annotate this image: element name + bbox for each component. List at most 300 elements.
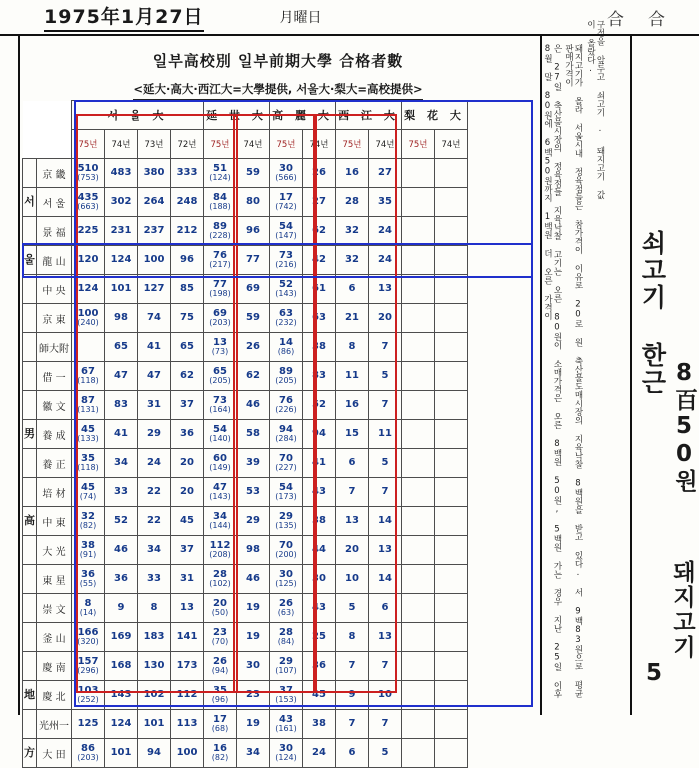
cell-r10-c10 (402, 449, 435, 478)
cell-r1-c4: 84 (188) (204, 188, 237, 217)
cell-r4-c10 (402, 275, 435, 304)
cell-r20-c9: 5 (369, 739, 402, 768)
cell-r2-c2: 237 (138, 217, 171, 246)
cell-r8-c4: 73 (164) (204, 391, 237, 420)
cell-r15-c10 (402, 594, 435, 623)
region-label (23, 565, 37, 594)
year-header-0: 75년 (72, 130, 105, 159)
cell-r6-c5: 26 (237, 333, 270, 362)
cell-r19-c11 (435, 710, 468, 739)
cell-r14-c3: 31 (171, 565, 204, 594)
cell-r15-c9: 6 (369, 594, 402, 623)
univ-header-ewha: 梨 花 大 (402, 101, 468, 130)
table-row (23, 739, 468, 768)
cell-r3-c10 (402, 246, 435, 275)
school-name: 中 央 (37, 275, 72, 304)
cell-r4-c0: 124 (72, 275, 105, 304)
cell-r12-c11 (435, 507, 468, 536)
cell-r7-c6: 89 (205) (270, 362, 303, 391)
cell-r1-c6: 17 (742) (270, 188, 303, 217)
cell-r17-c11 (435, 652, 468, 681)
cell-r18-c10 (402, 681, 435, 710)
cell-r15-c0: 8 (14) (72, 594, 105, 623)
cell-r10-c11 (435, 449, 468, 478)
cell-r3-c11 (435, 246, 468, 275)
cell-r20-c10 (402, 739, 435, 768)
cell-r10-c3: 20 (171, 449, 204, 478)
cell-r8-c10 (402, 391, 435, 420)
cell-r6-c6: 14 (86) (270, 333, 303, 362)
school-name: 京 東 (37, 304, 72, 333)
cell-r14-c9: 14 (369, 565, 402, 594)
region-label: 地 (23, 681, 37, 710)
cell-r1-c2: 264 (138, 188, 171, 217)
school-name: 慶 北 (37, 681, 72, 710)
cell-r0-c7: 26 (303, 159, 336, 188)
cell-r8-c1: 83 (105, 391, 138, 420)
cell-r12-c2: 22 (138, 507, 171, 536)
region-label (23, 449, 37, 478)
cell-r11-c3: 20 (171, 478, 204, 507)
cell-r4-c11 (435, 275, 468, 304)
cell-r4-c1: 101 (105, 275, 138, 304)
cell-r3-c0: 120 (72, 246, 105, 275)
cell-r7-c1: 47 (105, 362, 138, 391)
cell-r14-c7: 30 (303, 565, 336, 594)
sidebar-big-headline-2: 8百50원 (671, 360, 697, 494)
cell-r8-c3: 37 (171, 391, 204, 420)
school-name: 養 正 (37, 449, 72, 478)
cell-r13-c9: 13 (369, 536, 402, 565)
cell-r16-c9: 13 (369, 623, 402, 652)
cell-r5-c5: 59 (237, 304, 270, 333)
region-label (23, 362, 37, 391)
cell-r17-c7: 36 (303, 652, 336, 681)
cell-r6-c2: 41 (138, 333, 171, 362)
publication-date: 1975年1月27日 (44, 2, 204, 32)
cell-r10-c6: 70 (227) (270, 449, 303, 478)
cell-r3-c9: 24 (369, 246, 402, 275)
corner-blank-1 (23, 101, 37, 159)
cell-r11-c7: 43 (303, 478, 336, 507)
table-row (23, 275, 468, 304)
cell-r13-c11 (435, 536, 468, 565)
cell-r18-c1: 143 (105, 681, 138, 710)
cell-r12-c3: 45 (171, 507, 204, 536)
cell-r20-c3: 100 (171, 739, 204, 768)
region-label (23, 159, 37, 188)
cell-r2-c11 (435, 217, 468, 246)
cell-r9-c8: 15 (336, 420, 369, 449)
cell-r20-c0: 86 (203) (72, 739, 105, 768)
cell-r4-c3: 85 (171, 275, 204, 304)
cell-r9-c7: 94 (303, 420, 336, 449)
region-label (23, 217, 37, 246)
cell-r12-c6: 29 (135) (270, 507, 303, 536)
cell-r9-c6: 94 (284) (270, 420, 303, 449)
cell-r17-c9: 7 (369, 652, 402, 681)
table-row (23, 333, 468, 362)
table-row (23, 623, 468, 652)
cell-r15-c7: 43 (303, 594, 336, 623)
cell-r4-c7: 61 (303, 275, 336, 304)
cell-r18-c4: 35 (96) (204, 681, 237, 710)
cell-r16-c7: 25 (303, 623, 336, 652)
cell-r13-c8: 20 (336, 536, 369, 565)
cell-r0-c10 (402, 159, 435, 188)
cell-r5-c2: 74 (138, 304, 171, 333)
cell-r15-c4: 20 (50) (204, 594, 237, 623)
cell-r20-c11 (435, 739, 468, 768)
cell-r16-c5: 19 (237, 623, 270, 652)
cell-r8-c7: 52 (303, 391, 336, 420)
univ-header-sogang: 西 江 大 (336, 101, 402, 130)
cell-r9-c10 (402, 420, 435, 449)
cell-r10-c1: 34 (105, 449, 138, 478)
cell-r0-c0: 510 (753) (72, 159, 105, 188)
region-label (23, 594, 37, 623)
region-label: 高 (23, 507, 37, 536)
year-header-10: 75년 (402, 130, 435, 159)
cell-r3-c8: 32 (336, 246, 369, 275)
cell-r12-c10 (402, 507, 435, 536)
table-row (23, 565, 468, 594)
cell-r18-c11 (435, 681, 468, 710)
table-row (23, 188, 468, 217)
region-label (23, 710, 37, 739)
vertical-rule-left (18, 34, 20, 715)
article-headline (22, 40, 534, 100)
cell-r7-c4: 65 (205) (204, 362, 237, 391)
cell-r19-c2: 101 (138, 710, 171, 739)
cell-r13-c4: 112 (208) (204, 536, 237, 565)
cell-r12-c1: 52 (105, 507, 138, 536)
university-header-row (23, 101, 468, 130)
sidebar-big-headline-3: 돼지고기 (669, 560, 695, 660)
cell-r17-c8: 7 (336, 652, 369, 681)
school-name: 釜 山 (37, 623, 72, 652)
cell-r3-c5: 77 (237, 246, 270, 275)
school-name: 서 울 (37, 188, 72, 217)
table-row (23, 594, 468, 623)
cell-r9-c2: 29 (138, 420, 171, 449)
school-name: 師大附 (37, 333, 72, 362)
cell-r18-c3: 112 (171, 681, 204, 710)
cell-r7-c2: 47 (138, 362, 171, 391)
cell-r13-c0: 38 (91) (72, 536, 105, 565)
region-label: 울 (23, 246, 37, 275)
cell-r17-c0: 157 (296) (72, 652, 105, 681)
cell-r1-c3: 248 (171, 188, 204, 217)
cell-r11-c1: 33 (105, 478, 138, 507)
cell-r8-c2: 31 (138, 391, 171, 420)
cell-r19-c7: 38 (303, 710, 336, 739)
cell-r2-c1: 231 (105, 217, 138, 246)
cell-r9-c9: 11 (369, 420, 402, 449)
cell-r7-c11 (435, 362, 468, 391)
cell-r20-c4: 16 (82) (204, 739, 237, 768)
region-label: 男 (23, 420, 37, 449)
cell-r16-c4: 23 (70) (204, 623, 237, 652)
school-name: 徽 文 (37, 391, 72, 420)
cell-r0-c3: 333 (171, 159, 204, 188)
cell-r10-c7: 41 (303, 449, 336, 478)
cell-r9-c11 (435, 420, 468, 449)
cell-r2-c10 (402, 217, 435, 246)
year-header-1: 74년 (105, 130, 138, 159)
cell-r15-c8: 5 (336, 594, 369, 623)
univ-header-seoul: 서 울 大 (72, 101, 204, 130)
cell-r18-c6: 37 (153) (270, 681, 303, 710)
cell-r11-c2: 22 (138, 478, 171, 507)
cell-r17-c5: 30 (237, 652, 270, 681)
table-row (23, 710, 468, 739)
cell-r1-c8: 28 (336, 188, 369, 217)
year-header-2: 73년 (138, 130, 171, 159)
year-header-row (23, 130, 468, 159)
year-header-11: 74년 (435, 130, 468, 159)
cell-r3-c2: 100 (138, 246, 171, 275)
cell-r14-c1: 36 (105, 565, 138, 594)
cell-r2-c4: 89 (228) (204, 217, 237, 246)
cell-r19-c8: 7 (336, 710, 369, 739)
cell-r5-c3: 75 (171, 304, 204, 333)
cell-r13-c3: 37 (171, 536, 204, 565)
cell-r0-c2: 380 (138, 159, 171, 188)
year-header-8: 75년 (336, 130, 369, 159)
table-row (23, 681, 468, 710)
region-label (23, 623, 37, 652)
table-head (23, 101, 468, 159)
cell-r18-c7: 45 (303, 681, 336, 710)
cell-r0-c11 (435, 159, 468, 188)
table-row (23, 478, 468, 507)
cell-r12-c8: 13 (336, 507, 369, 536)
table-row (23, 304, 468, 333)
cell-r14-c5: 46 (237, 565, 270, 594)
cell-r2-c7: 62 (303, 217, 336, 246)
cell-r15-c3: 13 (171, 594, 204, 623)
cell-r1-c0: 435 (663) (72, 188, 105, 217)
cell-r18-c0: 103 (252) (72, 681, 105, 710)
cell-r17-c10 (402, 652, 435, 681)
cell-r0-c9: 27 (369, 159, 402, 188)
cell-r11-c5: 53 (237, 478, 270, 507)
cell-r9-c5: 58 (237, 420, 270, 449)
cell-r8-c8: 16 (336, 391, 369, 420)
cell-r11-c8: 7 (336, 478, 369, 507)
cell-r20-c6: 30 (124) (270, 739, 303, 768)
cell-r7-c7: 83 (303, 362, 336, 391)
cell-r1-c11 (435, 188, 468, 217)
cell-r19-c3: 113 (171, 710, 204, 739)
cell-r5-c8: 21 (336, 304, 369, 333)
cell-r14-c0: 36 (55) (72, 565, 105, 594)
cell-r4-c8: 6 (336, 275, 369, 304)
school-name: 景 福 (37, 217, 72, 246)
school-name: 東 星 (37, 565, 72, 594)
cell-r14-c11 (435, 565, 468, 594)
sidebar-text-column-3: 구정을 앞두고 쇠고기 · 돼지고기 값이 올랐다. (585, 20, 605, 199)
region-label: 서 (23, 188, 37, 217)
table-row (23, 536, 468, 565)
table-row (23, 362, 468, 391)
headline-title: 일부高校別 일부前期大學 合格者數 (152, 52, 404, 70)
cell-r4-c4: 77 (198) (204, 275, 237, 304)
cell-r6-c0 (72, 333, 105, 362)
cell-r0-c6: 30 (566) (270, 159, 303, 188)
cell-r3-c4: 76 (217) (204, 246, 237, 275)
region-label (23, 275, 37, 304)
cell-r0-c5: 59 (237, 159, 270, 188)
cell-r7-c8: 11 (336, 362, 369, 391)
cell-r11-c6: 54 (173) (270, 478, 303, 507)
cell-r10-c4: 60 (149) (204, 449, 237, 478)
cell-r9-c1: 41 (105, 420, 138, 449)
cell-r10-c0: 35 (118) (72, 449, 105, 478)
cell-r11-c0: 45 (74) (72, 478, 105, 507)
cell-r7-c0: 67 (118) (72, 362, 105, 391)
cell-r2-c3: 212 (171, 217, 204, 246)
school-name: 培 材 (37, 478, 72, 507)
cell-r11-c11 (435, 478, 468, 507)
cell-r7-c5: 62 (237, 362, 270, 391)
cell-r0-c1: 483 (105, 159, 138, 188)
cell-r10-c8: 6 (336, 449, 369, 478)
sidebar-text-column-2: 돼지고기가 올라 서울시내 정육점들은 참가격이 이유로 20로 원 축산물도매시장의 지육낙찰 8백원을 받고 있다. 서 9백83원으로 평균 판매가격이 (563, 44, 583, 698)
cell-r13-c7: 44 (303, 536, 336, 565)
cell-r10-c5: 39 (237, 449, 270, 478)
cell-r5-c10 (402, 304, 435, 333)
cell-r13-c1: 46 (105, 536, 138, 565)
cell-r1-c9: 35 (369, 188, 402, 217)
cell-r17-c6: 29 (107) (270, 652, 303, 681)
cell-r14-c2: 33 (138, 565, 171, 594)
year-header-3: 72년 (171, 130, 204, 159)
cell-r3-c1: 124 (105, 246, 138, 275)
cell-r20-c5: 34 (237, 739, 270, 768)
cell-r8-c6: 76 (226) (270, 391, 303, 420)
cell-r19-c6: 43 (161) (270, 710, 303, 739)
cell-r14-c4: 28 (102) (204, 565, 237, 594)
cell-r1-c7: 27 (303, 188, 336, 217)
cell-r19-c10 (402, 710, 435, 739)
results-table (22, 100, 468, 768)
region-label (23, 391, 37, 420)
cell-r18-c2: 102 (138, 681, 171, 710)
cell-r17-c1: 168 (105, 652, 138, 681)
cell-r20-c2: 94 (138, 739, 171, 768)
cell-r9-c3: 36 (171, 420, 204, 449)
cell-r14-c10 (402, 565, 435, 594)
cell-r2-c9: 24 (369, 217, 402, 246)
cell-r13-c10 (402, 536, 435, 565)
cell-r1-c10 (402, 188, 435, 217)
cell-r20-c7: 24 (303, 739, 336, 768)
school-name: 崇 文 (37, 594, 72, 623)
cell-r0-c8: 16 (336, 159, 369, 188)
cell-r12-c9: 14 (369, 507, 402, 536)
cell-r3-c6: 73 (216) (270, 246, 303, 275)
cell-r11-c4: 47 (143) (204, 478, 237, 507)
cell-r19-c0: 125 (72, 710, 105, 739)
cell-r17-c3: 173 (171, 652, 204, 681)
cell-r18-c5: 23 (237, 681, 270, 710)
region-label (23, 333, 37, 362)
cell-r8-c5: 46 (237, 391, 270, 420)
cell-r8-c9: 7 (369, 391, 402, 420)
cell-r9-c0: 45 (133) (72, 420, 105, 449)
table-body (23, 159, 468, 768)
region-label (23, 652, 37, 681)
cell-r2-c0: 225 (72, 217, 105, 246)
corner-marks: 合合 (607, 9, 689, 30)
cell-r5-c6: 63 (232) (270, 304, 303, 333)
table-row (23, 449, 468, 478)
cell-r6-c11 (435, 333, 468, 362)
cell-r9-c4: 54 (140) (204, 420, 237, 449)
cell-r6-c8: 8 (336, 333, 369, 362)
cell-r7-c9: 5 (369, 362, 402, 391)
cell-r15-c2: 8 (138, 594, 171, 623)
corner-blank-2 (37, 101, 72, 159)
cell-r18-c8: 9 (336, 681, 369, 710)
cell-r8-c0: 87 (131) (72, 391, 105, 420)
cell-r12-c7: 38 (303, 507, 336, 536)
cell-r20-c8: 6 (336, 739, 369, 768)
sidebar-big-headline-4: 5 (641, 660, 667, 688)
cell-r6-c7: 38 (303, 333, 336, 362)
table-row (23, 420, 468, 449)
region-label (23, 304, 37, 333)
cell-r16-c11 (435, 623, 468, 652)
cell-r12-c0: 32 (82) (72, 507, 105, 536)
cell-r12-c5: 29 (237, 507, 270, 536)
cell-r1-c1: 302 (105, 188, 138, 217)
cell-r16-c0: 166 (320) (72, 623, 105, 652)
cell-r10-c9: 5 (369, 449, 402, 478)
univ-header-yonsei: 延 世 大 (204, 101, 270, 130)
cell-r6-c3: 65 (171, 333, 204, 362)
cell-r19-c1: 124 (105, 710, 138, 739)
school-name: 大 田 (37, 739, 72, 768)
cell-r13-c2: 34 (138, 536, 171, 565)
cell-r6-c9: 7 (369, 333, 402, 362)
school-name: 借 一 (37, 362, 72, 391)
cell-r19-c9: 7 (369, 710, 402, 739)
cell-r16-c6: 28 (84) (270, 623, 303, 652)
school-name: 中 東 (37, 507, 72, 536)
cell-r4-c6: 52 (143) (270, 275, 303, 304)
cell-r3-c3: 96 (171, 246, 204, 275)
table-row (23, 507, 468, 536)
cell-r5-c11 (435, 304, 468, 333)
cell-r8-c11 (435, 391, 468, 420)
cell-r16-c8: 8 (336, 623, 369, 652)
cell-r17-c2: 130 (138, 652, 171, 681)
school-name: 京 畿 (37, 159, 72, 188)
cell-r16-c1: 169 (105, 623, 138, 652)
cell-r15-c11 (435, 594, 468, 623)
cell-r6-c4: 13 (73) (204, 333, 237, 362)
year-header-4: 75년 (204, 130, 237, 159)
cell-r5-c9: 20 (369, 304, 402, 333)
school-name: 慶 南 (37, 652, 72, 681)
cell-r14-c8: 10 (336, 565, 369, 594)
cell-r19-c4: 17 (68) (204, 710, 237, 739)
cell-r13-c6: 70 (200) (270, 536, 303, 565)
cell-r14-c6: 30 (125) (270, 565, 303, 594)
